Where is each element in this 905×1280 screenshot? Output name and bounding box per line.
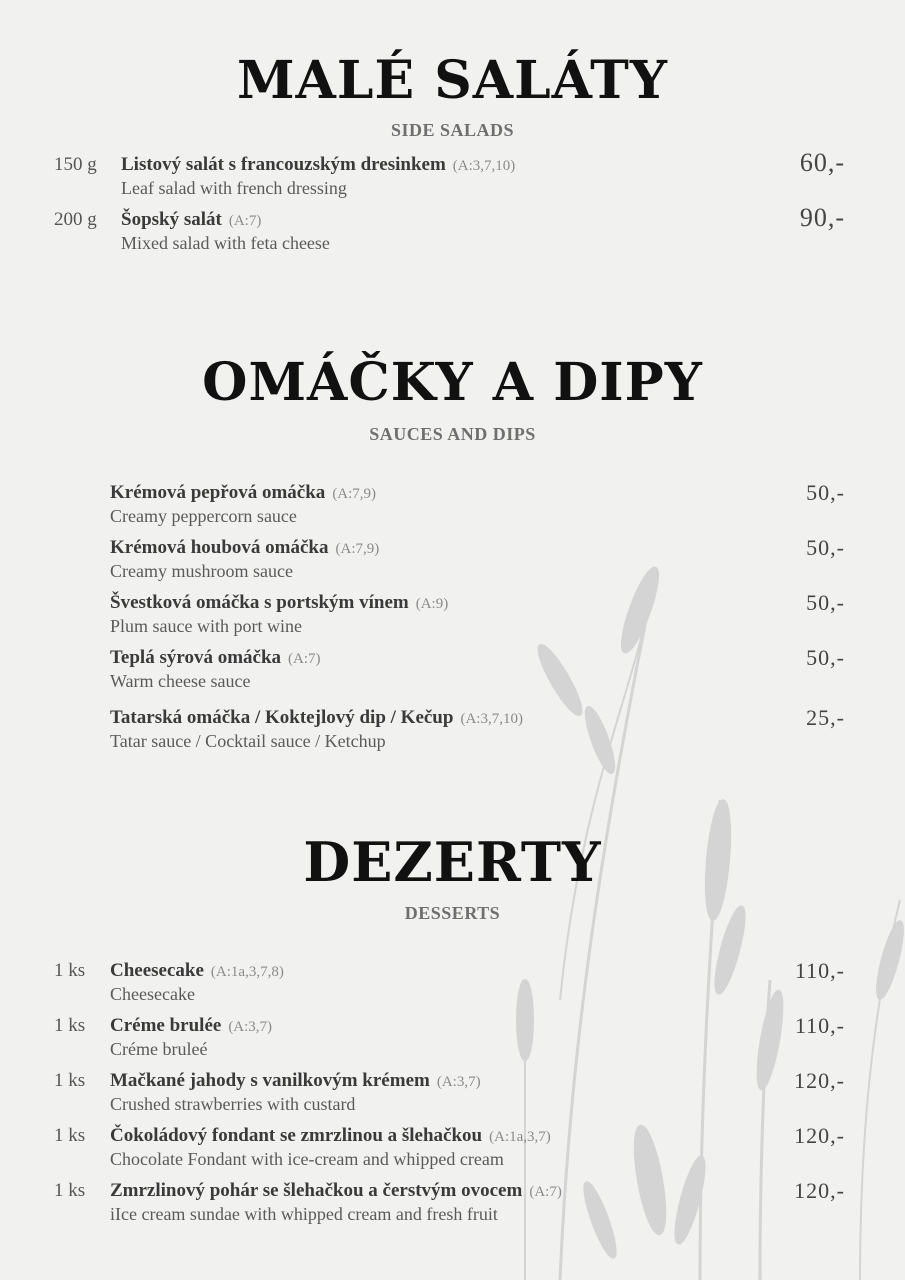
item-allergens: (A:1a,3,7) [489,1129,551,1145]
item-english-name: Leaf salad with french dressing [121,178,347,198]
item-allergens: (A:1a,3,7,8) [210,964,284,980]
item-price: 110,- [794,1013,845,1038]
item-english-name: Chocolate Fondant with ice-cream and whipped cream [110,1149,504,1169]
section-title-desserts: DEZERTY [303,830,602,894]
item-english-name: Créme bruleé [110,1039,208,1059]
item-english-name: Mixed salad with feta cheese [121,233,330,253]
menu-item [0,1180,905,1232]
item-price: 120,- [794,1123,845,1148]
item-english-name: Warm cheese sauce [110,671,251,691]
item-allergens: (A:3,7,10) [460,711,523,727]
section-subtitle-desserts: DESSERTS [404,903,501,923]
item-name: Šopský salát [121,209,222,230]
item-quantity: 200 g [54,209,97,230]
item-english-name: Tatar sauce / Cocktail sauce / Ketchup [110,731,386,751]
item-english-name: iIce cream sundae with whipped cream and fresh fruit [110,1204,498,1224]
item-name: Čokoládový fondant se zmrzlinou a šlehačkou [110,1125,483,1146]
menu-item [0,203,905,261]
item-name: Teplá sýrová omáčka [110,647,282,668]
item-price: 120,- [794,1178,845,1203]
item-name: Créme brulée [110,1015,222,1036]
item-allergens: (A:3,7) [228,1019,273,1035]
item-price: 50,- [806,535,845,560]
item-allergens: (A:7) [288,651,321,667]
menu-item [0,960,905,1012]
item-allergens: (A:3,7,10) [452,158,516,174]
item-quantity: 1 ks [54,1015,86,1036]
item-allergens: (A:3,7) [436,1074,481,1090]
item-name: Zmrzlinový pohár se šlehačkou a čerstvým ovocem [110,1180,523,1201]
item-allergens: (A:7) [529,1184,562,1200]
item-english-name: Crushed strawberries with custard [110,1094,356,1114]
item-price: 120,- [794,1068,845,1093]
menu-item [0,592,905,644]
section-title-side-salads: MALÉ SALÁTY [237,50,668,111]
item-english-name: Cheesecake [110,984,195,1004]
item-name: Krémová pepřová omáčka [110,482,326,503]
menu-item [0,1015,905,1067]
item-name: Krémová houbová omáčka [110,537,329,558]
item-allergens: (A:9) [415,596,449,612]
menu-item [0,482,905,534]
item-price: 90,- [799,203,845,232]
item-allergens: (A:7,9) [332,486,377,502]
item-quantity: 1 ks [54,960,86,981]
item-name: Cheesecake [110,960,204,981]
item-english-name: Creamy mushroom sauce [110,561,293,581]
item-english-name: Plum sauce with port wine [110,616,302,636]
item-price: 110,- [794,958,845,983]
section-subtitle-sauces: SAUCES AND DIPS [369,424,536,444]
menu-item [0,1070,905,1122]
item-quantity: 1 ks [54,1070,86,1091]
menu-item [0,707,905,759]
item-name: Mačkané jahody s vanilkovým krémem [110,1070,430,1091]
item-allergens: (A:7,9) [335,541,380,557]
item-price: 60,- [799,148,845,177]
menu-item [0,1125,905,1177]
menu-item [0,647,905,699]
item-price: 50,- [806,590,845,615]
item-price: 50,- [806,645,845,670]
item-allergens: (A:7) [228,213,262,229]
item-quantity: 1 ks [54,1180,86,1201]
item-quantity: 1 ks [54,1125,86,1146]
item-english-name: Creamy peppercorn sauce [110,506,297,526]
item-price: 25,- [806,705,845,730]
menu-item [0,537,905,589]
item-name: Tatarská omáčka / Koktejlový dip / Kečup [110,707,454,728]
item-quantity: 150 g [54,154,97,175]
item-name: Listový salát s francouzským dresinkem [121,154,446,175]
menu-item [0,148,905,206]
section-subtitle-side-salads: SIDE SALADS [390,120,515,140]
item-name: Švestková omáčka s portským vínem [110,592,409,613]
item-price: 50,- [806,480,845,505]
section-title-sauces: OMÁČKY A DIPY [202,352,703,413]
